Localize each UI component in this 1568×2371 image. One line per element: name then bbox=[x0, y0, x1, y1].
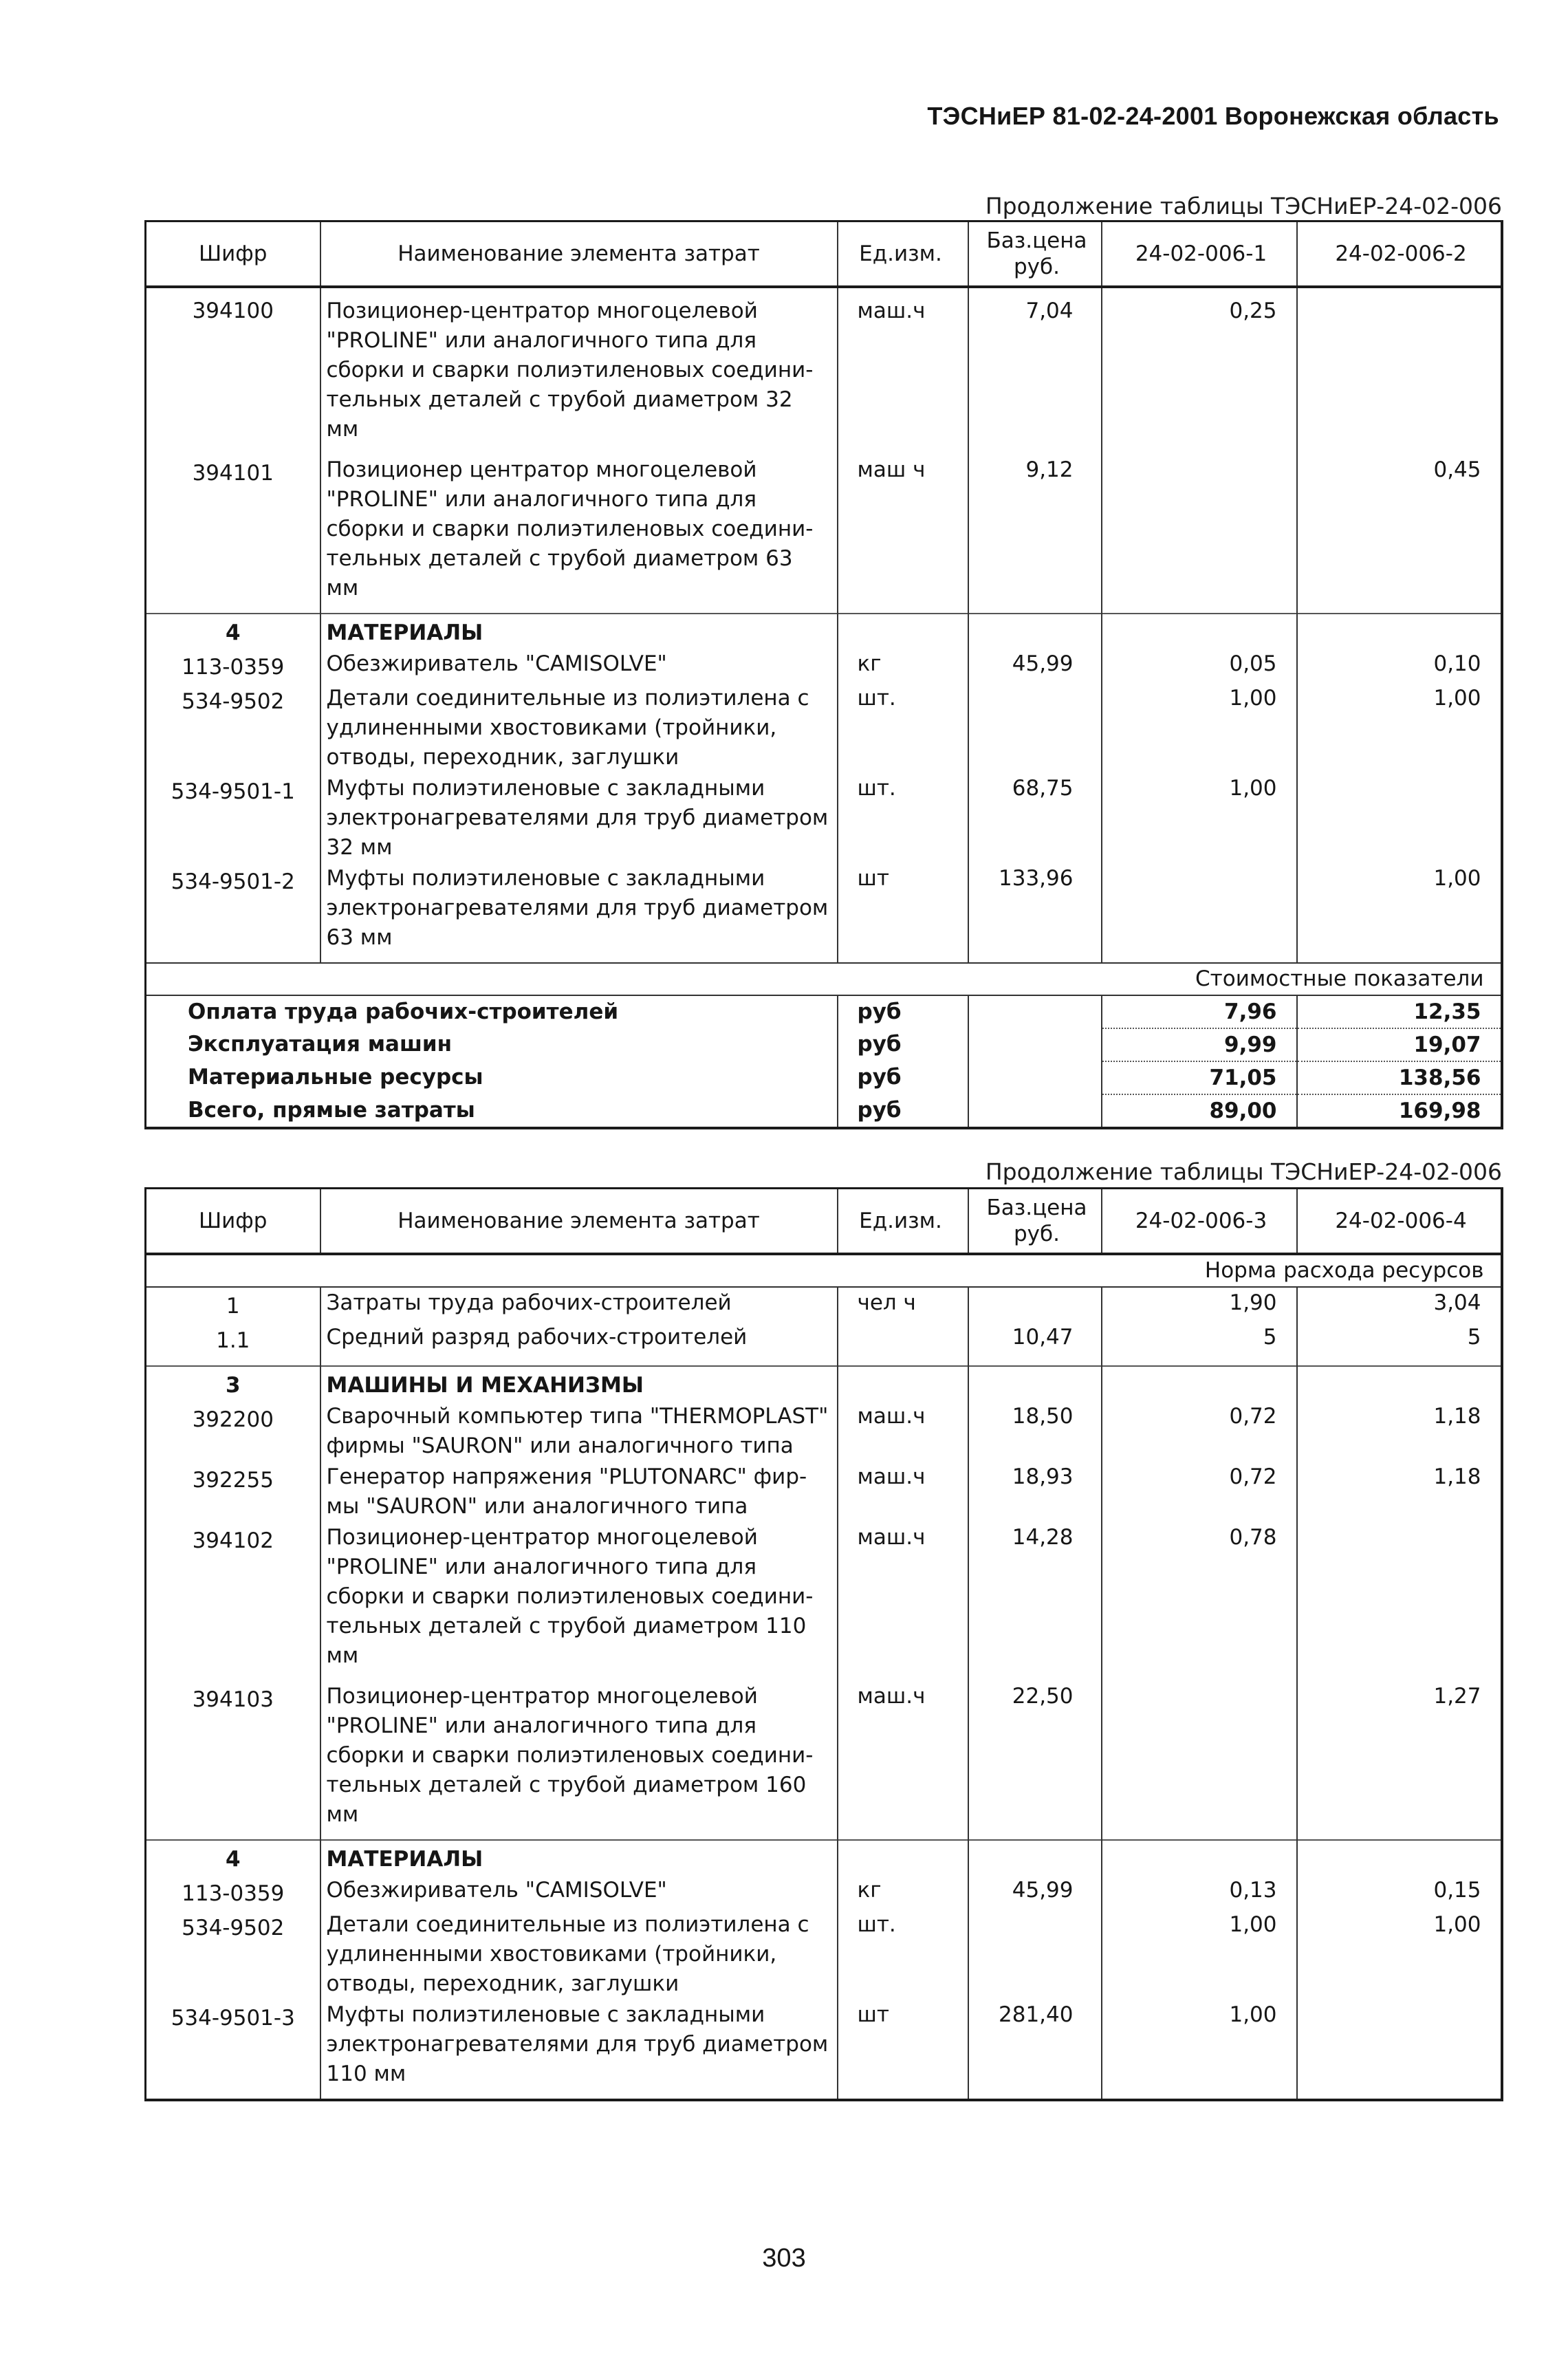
row-value-2: 1,18 bbox=[1297, 1401, 1502, 1462]
table-row bbox=[146, 773, 1502, 863]
row-name: Позиционер-центратор многоцелевой "PROLINE" или аналогичного типа для сборки и сварки полиэтиленовых соедини-тельных деталей с трубой диаметром 160 мм bbox=[320, 1681, 838, 1840]
row-unit: маш.ч bbox=[838, 287, 968, 445]
row-unit: чел ч bbox=[838, 1287, 968, 1322]
row-value-1 bbox=[1102, 1681, 1297, 1840]
row-name: Средний разряд рабочих-строителей bbox=[320, 1322, 838, 1366]
row-value-1: 5 bbox=[1102, 1322, 1297, 1366]
cost-indicators-label: Стоимостные показатели bbox=[146, 963, 1502, 995]
table-row bbox=[146, 649, 1502, 683]
row-code: 534-9501-2 bbox=[171, 869, 295, 894]
row-price: 14,28 bbox=[968, 1522, 1102, 1671]
total-value-1: 9,99 bbox=[1102, 1028, 1297, 1061]
row-value-1 bbox=[1102, 455, 1297, 614]
row-value-2: 0,10 bbox=[1297, 649, 1502, 683]
table1-caption: Продолжение таблицы ТЭСНиЕР-24-02-006 bbox=[985, 193, 1502, 219]
row-value-1: 1,00 bbox=[1102, 2000, 1297, 2100]
row-value-2 bbox=[1297, 1522, 1502, 1671]
total-value-2: 12,35 bbox=[1297, 995, 1502, 1028]
table1 bbox=[144, 220, 1503, 1129]
row-value-2: 1,27 bbox=[1297, 1681, 1502, 1840]
row-code: 1 bbox=[226, 1294, 240, 1319]
total-unit: руб bbox=[838, 1028, 968, 1061]
row-price: 45,99 bbox=[968, 1875, 1102, 1909]
col-header-unit: Ед.изм. bbox=[838, 1189, 968, 1255]
row-unit: шт bbox=[838, 863, 968, 963]
table-row bbox=[146, 1322, 1502, 1366]
table2-caption: Продолжение таблицы ТЭСНиЕР-24-02-006 bbox=[985, 1158, 1502, 1185]
row-unit: маш.ч bbox=[838, 1462, 968, 1522]
table-row bbox=[146, 1462, 1502, 1522]
total-value-1: 89,00 bbox=[1102, 1094, 1297, 1128]
norm-band-label: Норма расхода ресурсов bbox=[146, 1254, 1502, 1287]
row-unit: маш.ч bbox=[838, 1681, 968, 1840]
row-value-1: 0,72 bbox=[1102, 1401, 1297, 1462]
table-row bbox=[146, 1875, 1502, 1909]
row-unit: маш.ч bbox=[838, 1522, 968, 1671]
row-value-2: 1,00 bbox=[1297, 863, 1502, 963]
row-unit: шт. bbox=[838, 1909, 968, 2000]
row-name: Генератор напряжения "PLUTONARC" фир-мы "SAURON" или аналогичного типа bbox=[320, 1462, 838, 1522]
total-label: Оплата труда рабочих-строителей bbox=[188, 999, 619, 1024]
row-price: 68,75 bbox=[968, 773, 1102, 863]
total-value-2: 19,07 bbox=[1297, 1028, 1502, 1061]
col-header-name: Наименование элемента затрат bbox=[320, 221, 838, 288]
page-number: 303 bbox=[762, 2244, 806, 2273]
row-price: 22,50 bbox=[968, 1681, 1102, 1840]
row-value-1: 1,90 bbox=[1102, 1287, 1297, 1322]
col-header-code: Шифр bbox=[146, 221, 320, 288]
row-code: 392200 bbox=[192, 1407, 274, 1432]
col-header-price: Баз.цена руб. bbox=[968, 221, 1102, 288]
section-row-machines bbox=[146, 1366, 1502, 1401]
table-row bbox=[146, 683, 1502, 773]
total-unit: руб bbox=[838, 1094, 968, 1128]
table2-header-row bbox=[146, 1189, 1502, 1255]
table-row bbox=[146, 455, 1502, 614]
table-row bbox=[146, 1401, 1502, 1462]
col-header-price: Баз.цена руб. bbox=[968, 1189, 1102, 1255]
table-row bbox=[146, 1681, 1502, 1840]
row-unit: шт. bbox=[838, 773, 968, 863]
row-unit: маш ч bbox=[838, 455, 968, 614]
row-name: Позиционер-центратор многоцелевой "PROLINE" или аналогичного типа для сборки и сварки полиэтиленовых соедини-тельных деталей с трубой диаметром 32 мм bbox=[320, 287, 838, 445]
row-name: Детали соединительные из полиэтилена с удлиненными хвостовиками (тройники, отводы, переходник, заглушки bbox=[320, 1909, 838, 2000]
row-code: 394101 bbox=[192, 461, 274, 486]
row-price: 9,12 bbox=[968, 455, 1102, 614]
row-unit: шт bbox=[838, 2000, 968, 2100]
row-value-2 bbox=[1297, 773, 1502, 863]
row-value-2: 5 bbox=[1297, 1322, 1502, 1366]
row-name: Муфты полиэтиленовые с закладными электронагревателями для труб диаметром 63 мм bbox=[320, 863, 838, 963]
section-title: МАТЕРИАЛЫ bbox=[320, 614, 838, 649]
row-price bbox=[968, 1909, 1102, 2000]
row-unit: маш.ч bbox=[838, 1401, 968, 1462]
row-code: 1.1 bbox=[216, 1328, 250, 1353]
total-value-1: 7,96 bbox=[1102, 995, 1297, 1028]
row-code: 534-9502 bbox=[182, 1916, 285, 1940]
col-header-24-02-006-4: 24-02-006-4 bbox=[1297, 1189, 1502, 1255]
section-code: 4 bbox=[146, 1840, 320, 1875]
col-header-unit: Ед.изм. bbox=[838, 221, 968, 288]
table1-header-row bbox=[146, 221, 1502, 288]
row-name: Затраты труда рабочих-строителей bbox=[320, 1287, 838, 1322]
col-header-24-02-006-3: 24-02-006-3 bbox=[1102, 1189, 1297, 1255]
row-price bbox=[968, 1287, 1102, 1322]
row-name: Обезжириватель "CAMISOLVE" bbox=[320, 649, 838, 683]
row-value-1: 0,78 bbox=[1102, 1522, 1297, 1671]
row-price: 18,50 bbox=[968, 1401, 1102, 1462]
row-value-2: 0,45 bbox=[1297, 455, 1502, 614]
row-value-2: 1,18 bbox=[1297, 1462, 1502, 1522]
row-value-2: 3,04 bbox=[1297, 1287, 1502, 1322]
row-value-1: 0,72 bbox=[1102, 1462, 1297, 1522]
table-row bbox=[146, 863, 1502, 963]
total-value-2: 138,56 bbox=[1297, 1061, 1502, 1094]
row-unit: кг bbox=[838, 649, 968, 683]
col-header-code: Шифр bbox=[146, 1189, 320, 1255]
row-value-1: 0,25 bbox=[1102, 287, 1297, 445]
row-code: 394102 bbox=[192, 1528, 274, 1553]
row-value-2: 0,15 bbox=[1297, 1875, 1502, 1909]
total-row bbox=[146, 1061, 1502, 1094]
table2 bbox=[144, 1187, 1503, 2101]
total-value-1: 71,05 bbox=[1102, 1061, 1297, 1094]
row-code: 534-9501-3 bbox=[171, 2006, 295, 2031]
section-row-materials bbox=[146, 614, 1502, 649]
row-code: 394103 bbox=[192, 1687, 274, 1712]
table-row bbox=[146, 2000, 1502, 2100]
row-name: Муфты полиэтиленовые с закладными электронагревателями для труб диаметром 32 мм bbox=[320, 773, 838, 863]
row-price: 7,04 bbox=[968, 287, 1102, 445]
total-value-2: 169,98 bbox=[1297, 1094, 1502, 1128]
row-name: Позиционер-центратор многоцелевой "PROLINE" или аналогичного типа для сборки и сварки полиэтиленовых соедини-тельных деталей с трубой диаметром 110 мм bbox=[320, 1522, 838, 1671]
row-name: Сварочный компьютер типа "THERMOPLAST" фирмы "SAURON" или аналогичного типа bbox=[320, 1401, 838, 1462]
row-unit: шт. bbox=[838, 683, 968, 773]
row-value-1: 1,00 bbox=[1102, 773, 1297, 863]
col-header-24-02-006-1: 24-02-006-1 bbox=[1102, 221, 1297, 288]
row-name: Позиционер центратор многоцелевой "PROLINE" или аналогичного типа для сборки и сварки полиэтиленовых соедини-тельных деталей с трубой диаметром 63 мм bbox=[320, 455, 838, 614]
row-code: 534-9501-1 bbox=[171, 779, 295, 804]
total-label: Эксплуатация машин bbox=[188, 1032, 453, 1057]
table-row bbox=[146, 1522, 1502, 1671]
row-unit: кг bbox=[838, 1875, 968, 1909]
row-name: Обезжириватель "CAMISOLVE" bbox=[320, 1875, 838, 1909]
row-value-2 bbox=[1297, 2000, 1502, 2100]
row-name: Муфты полиэтиленовые с закладными электронагревателями для труб диаметром 110 мм bbox=[320, 2000, 838, 2100]
total-label: Всего, прямые затраты bbox=[188, 1098, 475, 1123]
table-row bbox=[146, 1287, 1502, 1322]
row-price: 133,96 bbox=[968, 863, 1102, 963]
row-price: 281,40 bbox=[968, 2000, 1102, 2100]
norm-band bbox=[146, 1254, 1502, 1287]
row-value-1 bbox=[1102, 863, 1297, 963]
document-header: ТЭСНиЕР 81-02-24-2001 Воронежская область bbox=[927, 102, 1499, 130]
row-value-1: 1,00 bbox=[1102, 683, 1297, 773]
row-price: 45,99 bbox=[968, 649, 1102, 683]
section-title: МАТЕРИАЛЫ bbox=[320, 1840, 838, 1875]
total-unit: руб bbox=[838, 1061, 968, 1094]
section-title: МАШИНЫ И МЕХАНИЗМЫ bbox=[320, 1366, 838, 1401]
table-row bbox=[146, 1909, 1502, 2000]
table-row bbox=[146, 287, 1502, 445]
row-value-1: 1,00 bbox=[1102, 1909, 1297, 2000]
row-value-2: 1,00 bbox=[1297, 1909, 1502, 2000]
row-value-2: 1,00 bbox=[1297, 683, 1502, 773]
total-row bbox=[146, 1028, 1502, 1061]
row-value-1: 0,13 bbox=[1102, 1875, 1297, 1909]
row-code: 534-9502 bbox=[182, 689, 285, 714]
row-code: 394100 bbox=[192, 299, 274, 323]
section-code: 3 bbox=[146, 1366, 320, 1401]
total-label: Материальные ресурсы bbox=[188, 1065, 483, 1090]
row-code: 392255 bbox=[192, 1468, 274, 1493]
row-unit bbox=[838, 1322, 968, 1366]
col-header-24-02-006-2: 24-02-006-2 bbox=[1297, 221, 1502, 288]
col-header-name: Наименование элемента затрат bbox=[320, 1189, 838, 1255]
row-value-2 bbox=[1297, 287, 1502, 445]
row-price: 10,47 bbox=[968, 1322, 1102, 1366]
total-row bbox=[146, 1094, 1502, 1128]
row-name: Детали соединительные из полиэтилена с удлиненными хвостовиками (тройники, отводы, переходник, заглушки bbox=[320, 683, 838, 773]
row-code: 113-0359 bbox=[182, 655, 285, 680]
section-row-materials bbox=[146, 1840, 1502, 1875]
total-unit: руб bbox=[838, 995, 968, 1028]
section-code: 4 bbox=[146, 614, 320, 649]
row-price bbox=[968, 683, 1102, 773]
row-code: 113-0359 bbox=[182, 1881, 285, 1906]
cost-indicators-band bbox=[146, 963, 1502, 995]
row-value-1: 0,05 bbox=[1102, 649, 1297, 683]
total-row bbox=[146, 995, 1502, 1028]
row-price: 18,93 bbox=[968, 1462, 1102, 1522]
